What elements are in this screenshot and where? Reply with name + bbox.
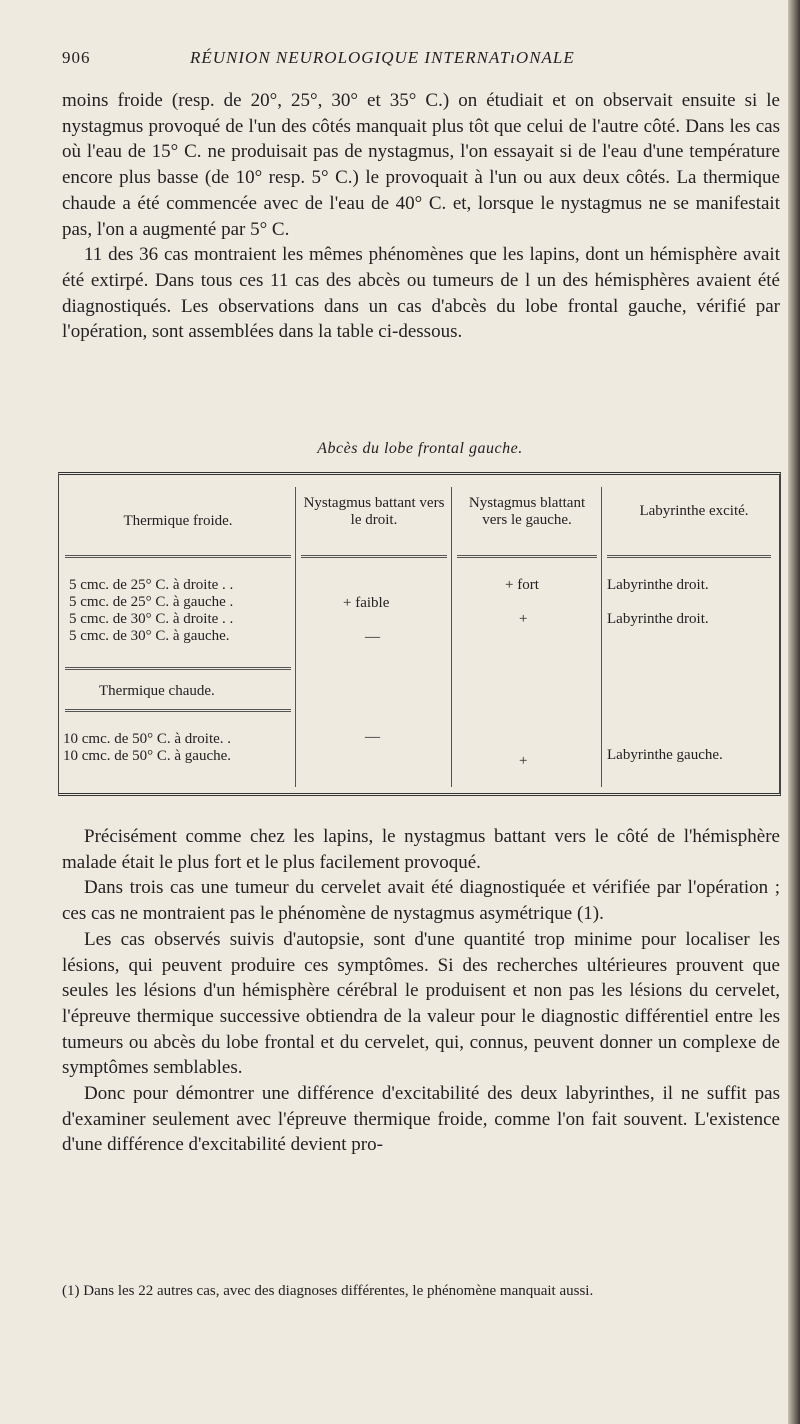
cold-left-value: + bbox=[519, 611, 528, 627]
header-rule bbox=[457, 555, 597, 558]
column-divider bbox=[601, 487, 602, 787]
warm-row: 10 cmc. de 50° C. à gauche. bbox=[63, 748, 232, 764]
warm-section-header: Thermique chaude. bbox=[99, 683, 215, 699]
cold-right-value: — bbox=[365, 629, 380, 645]
warm-labyrinth: Labyrinthe gauche. bbox=[607, 747, 723, 763]
data-table bbox=[58, 472, 781, 796]
header-nystagmus-droit: Nystagmus battant vers le droit. bbox=[303, 495, 445, 528]
header-labyrinthe: Labyrinthe excité. bbox=[639, 503, 749, 519]
cold-labyrinth: Labyrinthe droit. bbox=[607, 611, 709, 627]
paragraph: moins froide (resp. de 20°, 25°, 30° et 35° C.) on étudiait et on observait ensuite si le nystagmus provoqué de l'un des côtés manquait plus tôt que celui de l'autre côté. Dans les cas où l'eau de 15° C. ne produisait pas de nystagmus, l'on essayait si de l'eau d'une température encore plus basse (de 10° resp. 5° C.) le provoquait à l'un ou aux deux côtés. La thermique chaude a été commencée avec de l'eau de 40° C. et, lorsque le nystagmus ne se manifestait pas, l'on a augmenté par 5° C. bbox=[62, 90, 780, 240]
column-divider bbox=[295, 487, 296, 787]
section-rule bbox=[65, 667, 291, 670]
section-rule bbox=[65, 709, 291, 712]
paragraph: Précisément comme chez les lapins, le nystagmus battant vers le côté de l'hémisphère malade était le plus fort et le plus facilement provoqué. bbox=[62, 826, 780, 873]
header-nystagmus-gauche: Nystagmus blattant vers le gauche. bbox=[468, 495, 586, 528]
paragraph: Les cas observés suivis d'autopsie, sont d'une quantité trop minime pour localiser les lésions, qui peuvent produire ces symptômes. Si des recherches ultérieures prouvent que seules les lésions d'un hémisphère cérébral le produisent et non pas les lésions du cervelet, l'épreuve thermique successive obtiendra de la valeur pour le diagnostic différentiel entre les tumeurs ou abcès du lobe frontal et du cervelet, qui, connus, peuvent donner un complexe de symptômes semblables. bbox=[62, 928, 780, 1079]
cold-row: 5 cmc. de 25° C. à droite . . bbox=[69, 577, 234, 593]
cold-row: 5 cmc. de 30° C. à gauche. bbox=[69, 628, 230, 644]
page-number: 906 bbox=[62, 48, 91, 67]
header-thermique-froide: Thermique froide. bbox=[123, 513, 233, 529]
column-divider bbox=[451, 487, 452, 787]
footnote: (1) Dans les 22 autres cas, avec des diagnoses différentes, le phénomène manquait aussi. bbox=[62, 1283, 594, 1299]
warm-left-value: + bbox=[519, 753, 528, 769]
header-rule bbox=[607, 555, 771, 558]
body-text-top bbox=[62, 88, 780, 345]
cold-row: 5 cmc. de 30° C. à droite . . bbox=[69, 611, 234, 627]
table-caption: Abcès du lobe frontal gauche. bbox=[317, 440, 523, 457]
paragraph: 11 des 36 cas montraient les mêmes phénomènes que les lapins, dont un hémisphère avait été extirpé. Dans tous ces 11 cas des abcès ou tumeurs de l un des hémisphères avaient été diagnostiqués. Les observations dans un cas d'abcès du lobe frontal gauche, vérifié par l'opération, sont assemblées dans la table ci-dessous. bbox=[62, 244, 780, 343]
cold-right-value: + faible bbox=[343, 595, 390, 611]
paragraph: Donc pour démontrer une différence d'excitabilité des deux labyrinthes, il ne suffit pas d'examiner seulement avec l'épreuve thermique froide, comme l'on fait souvent. L'existence d'une différence d'excitabilité devient pro- bbox=[62, 1083, 780, 1156]
page-binding-edge bbox=[788, 0, 800, 1424]
warm-row: 10 cmc. de 50° C. à droite. . bbox=[63, 731, 232, 747]
body-text-bottom bbox=[62, 824, 780, 1158]
cold-row: 5 cmc. de 25° C. à gauche . bbox=[69, 594, 234, 610]
header-rule bbox=[301, 555, 447, 558]
cold-left-value: + fort bbox=[505, 577, 539, 593]
paragraph: Dans trois cas une tumeur du cervelet avait été diagnostiquée et vérifiée par l'opération ; ces cas ne montraient pas le phénomène de nystagmus asymétrique (1). bbox=[62, 877, 780, 925]
running-title: RÉUNION NEUROLOGIQUE INTERNATıONALE bbox=[190, 48, 575, 67]
cold-labyrinth: Labyrinthe droit. bbox=[607, 577, 709, 593]
header-rule bbox=[65, 555, 291, 558]
warm-right-value: — bbox=[365, 729, 380, 745]
